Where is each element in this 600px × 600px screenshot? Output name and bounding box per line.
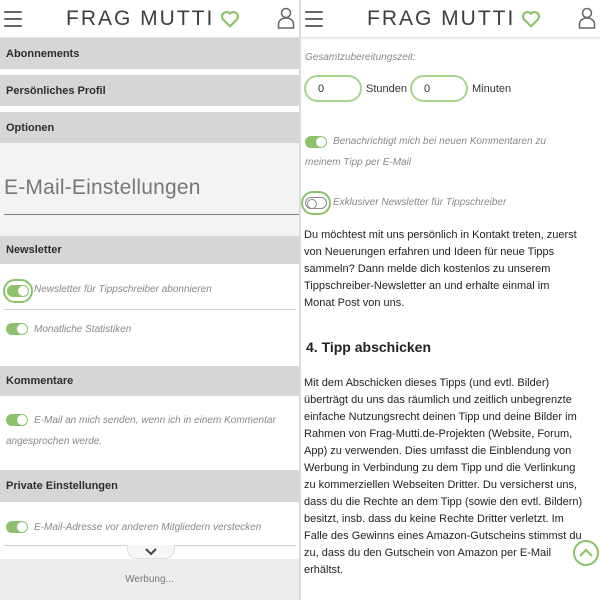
user-icon[interactable] bbox=[578, 7, 596, 29]
email-mentions-label: E-Mail an mich senden, wenn ich in einem Kommentar bbox=[34, 415, 276, 426]
section-newsletter bbox=[0, 236, 299, 264]
divider bbox=[4, 214, 299, 215]
text-line: Werbung in Verbindung zu dem Tipp und die Verlinkung bbox=[304, 462, 576, 474]
logo-text: FRAG MUTTI bbox=[66, 7, 215, 30]
section-label: Optionen bbox=[6, 121, 55, 134]
text-line: Rahmen von Frag-Mutti.de-Projekten (Website, Forum, bbox=[304, 428, 573, 440]
expand-ad-button[interactable] bbox=[127, 545, 175, 559]
section-label: Persönliches Profil bbox=[6, 84, 106, 97]
text-line: einfache Nutzungsrecht deinen Tipp und deine Bilder im bbox=[304, 411, 577, 423]
email-mentions-label-cont: angesprochen werde. bbox=[6, 436, 103, 447]
text-line: besitzt, insb. dass du keine Rechte Dritter verletzt. Im bbox=[304, 513, 564, 525]
app-header bbox=[0, 0, 299, 38]
text-line: zu kommerziellen Webseiten Dritter. Du versicherst uns, bbox=[304, 479, 578, 491]
newsletter-subscribe-toggle[interactable] bbox=[7, 285, 29, 297]
hamburger-menu-icon[interactable] bbox=[4, 11, 22, 27]
section-profile[interactable] bbox=[0, 75, 299, 106]
logo[interactable] bbox=[367, 6, 541, 32]
hamburger-menu-icon[interactable] bbox=[305, 11, 323, 27]
logo-text: FRAG MUTTI bbox=[367, 7, 516, 30]
divider bbox=[4, 309, 296, 310]
heart-icon bbox=[220, 10, 240, 28]
exclusive-newsletter-toggle[interactable] bbox=[305, 197, 327, 209]
section-comments bbox=[0, 366, 299, 396]
section-label: Kommentare bbox=[6, 375, 74, 387]
section-options[interactable] bbox=[0, 112, 299, 143]
minutes-unit-label: Minuten bbox=[472, 83, 512, 95]
app-header bbox=[301, 0, 600, 38]
text-line: Du möchtest mit uns persönlich in Kontakt treten, zuerst bbox=[304, 229, 577, 241]
hours-input[interactable]: 0 bbox=[304, 75, 362, 102]
section-label: Private Einstellungen bbox=[6, 480, 118, 492]
text-line: überträgt du uns das räumlich und zeitlich unbegrenzte bbox=[304, 394, 572, 406]
text-line: sammeln? Dann melde dich kostenlos zu unserem bbox=[304, 263, 551, 275]
contact-paragraph bbox=[304, 227, 596, 312]
user-icon[interactable] bbox=[277, 7, 295, 29]
ad-banner[interactable] bbox=[0, 559, 299, 600]
notify-comments-label-cont: meinem Tipp per E-Mail bbox=[305, 157, 412, 168]
exclusive-newsletter-label: Exklusiver Newsletter für Tippschreiber bbox=[333, 197, 507, 208]
text-line: von Neuerungen erfahren und Ideen für neue Tipps bbox=[304, 246, 555, 258]
text-line: Mit dem Abschicken dieses Tipps (und evtl. Bilder) bbox=[304, 377, 550, 389]
section-label: Abonnements bbox=[6, 47, 80, 60]
notify-comments-label: Benachrichtigt mich bei neuen Kommentaren zu bbox=[333, 136, 546, 147]
monthly-stats-label: Monatliche Statistiken bbox=[34, 324, 132, 335]
settings-panel bbox=[0, 0, 299, 600]
hours-unit-label: Stunden bbox=[366, 83, 407, 95]
minutes-input[interactable]: 0 bbox=[410, 75, 468, 102]
text-line: Monat Post von uns. bbox=[304, 297, 405, 309]
chevron-down-icon bbox=[145, 548, 157, 556]
ad-label: Werbung... bbox=[125, 574, 174, 585]
text-line: Falle des Gewinns eines Amazon-Gutscheins stimmst du bbox=[304, 530, 582, 542]
section-abonnements[interactable] bbox=[0, 38, 299, 69]
newsletter-subscribe-label: Newsletter für Tippschreiber abonnieren bbox=[34, 284, 212, 295]
logo[interactable] bbox=[66, 6, 240, 32]
text-line: erhältst. bbox=[304, 564, 344, 576]
notify-comments-toggle[interactable] bbox=[305, 136, 327, 148]
monthly-stats-toggle[interactable] bbox=[6, 323, 28, 335]
hide-email-label: E-Mail-Adresse vor anderen Mitgliedern verstecken bbox=[34, 522, 262, 533]
text-line: Tippschreiber-Newsletter an und erhalte einmal im bbox=[304, 280, 550, 292]
submit-heading: 4. Tipp abschicken bbox=[306, 339, 432, 355]
chevron-up-icon bbox=[579, 548, 593, 558]
email-mentions-toggle[interactable] bbox=[6, 414, 28, 426]
scroll-to-top-button[interactable] bbox=[573, 540, 599, 566]
submit-paragraph bbox=[304, 375, 596, 579]
text-line: zu, dass du den Gutschein von Amazon per E-Mail bbox=[304, 547, 552, 559]
text-line: App) zu verwenden. Dies umfasst die Einblendung von bbox=[304, 445, 572, 457]
section-label: Newsletter bbox=[6, 244, 62, 256]
total-time-label: Gesamtzubereitungszeit: bbox=[305, 52, 416, 63]
text-line: dass du die Rechte an dem Tipp (sowie den evtl. Bildern) bbox=[304, 496, 583, 508]
page-title: E-Mail-Einstellungen bbox=[4, 176, 201, 199]
hide-email-toggle[interactable] bbox=[6, 521, 28, 533]
heart-icon bbox=[521, 10, 541, 28]
section-private bbox=[0, 470, 299, 502]
